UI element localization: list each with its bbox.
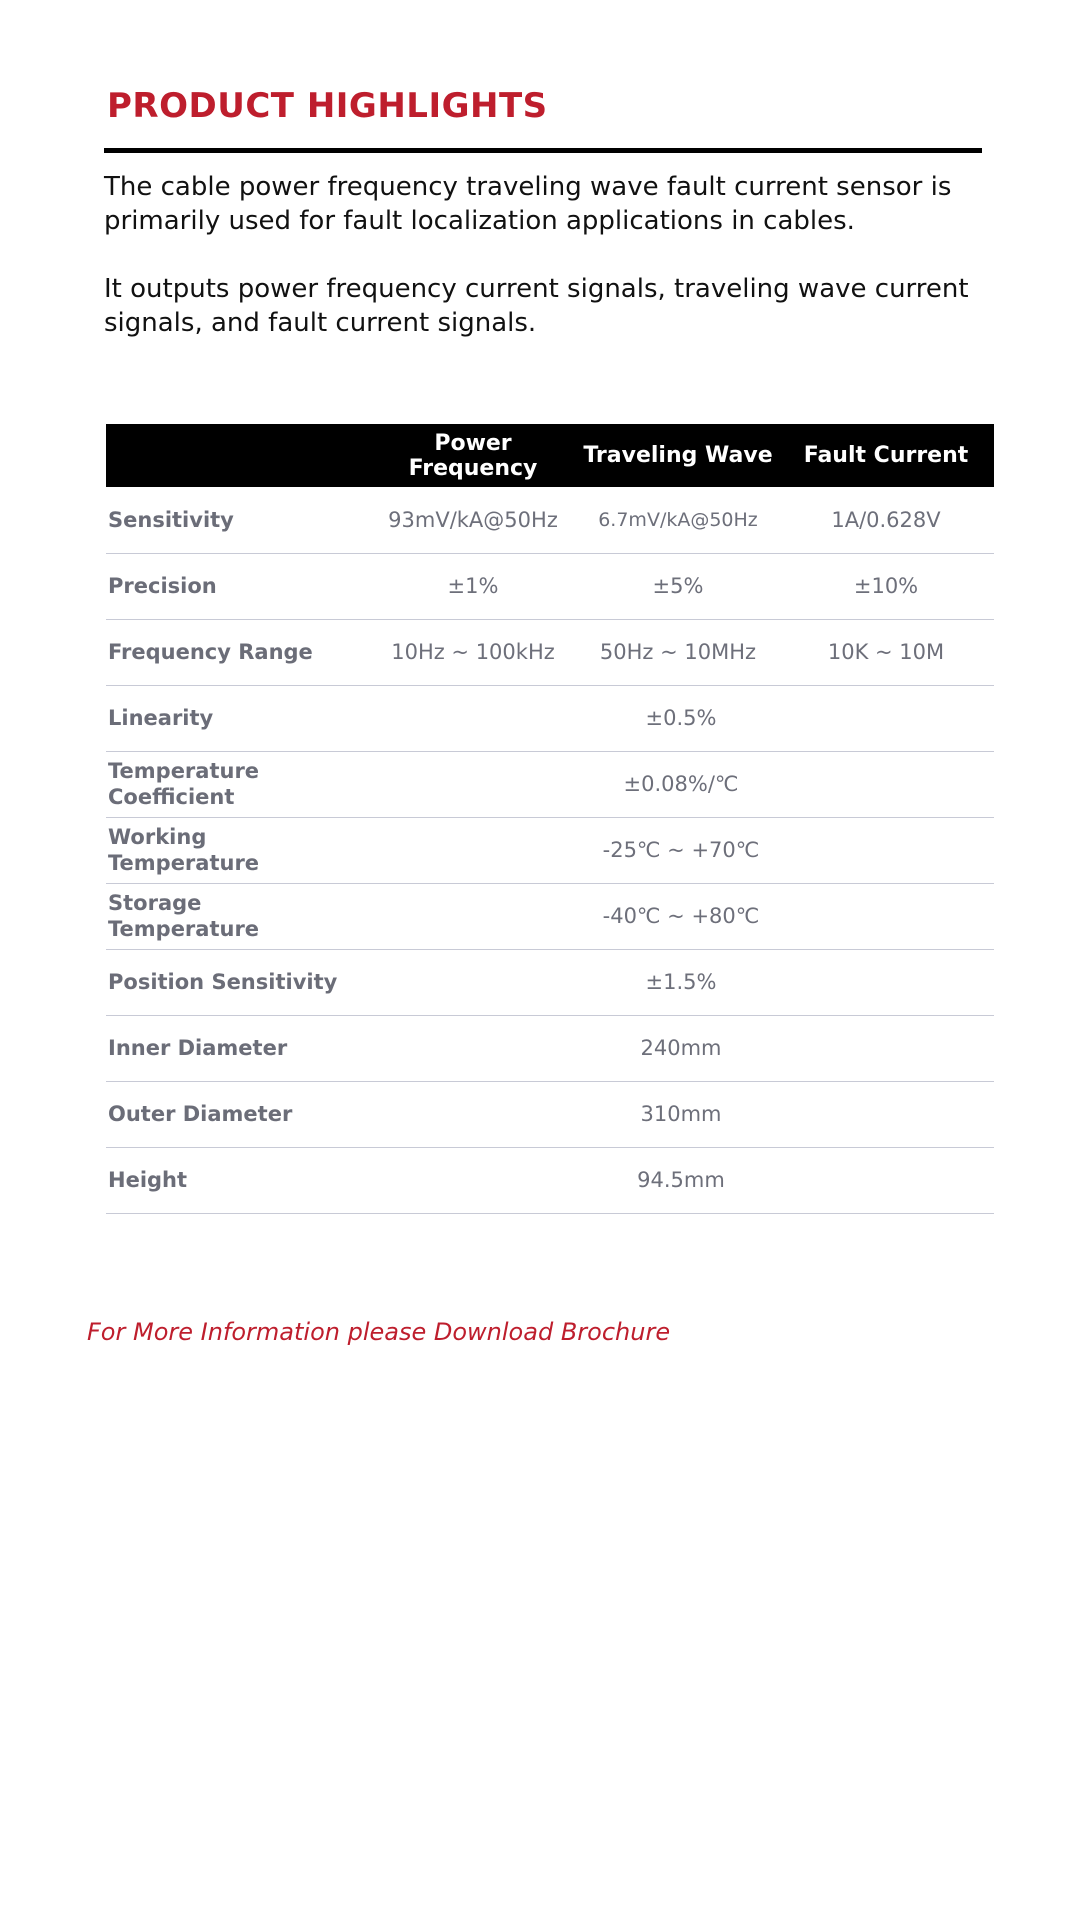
table-row xyxy=(106,1081,994,1147)
cell-value: -40℃ ~ +80℃ xyxy=(602,904,760,928)
cell-value: 50Hz ~ 10MHz xyxy=(599,640,757,664)
table-row xyxy=(106,751,994,817)
table-row xyxy=(106,1015,994,1081)
section-title: PRODUCT HIGHLIGHTS xyxy=(107,86,548,126)
table-row xyxy=(106,817,994,883)
row-label-inner-diameter: Inner Diameter xyxy=(108,1036,288,1060)
row-label-position-sensitivity: Position Sensitivity xyxy=(108,970,338,994)
header-traveling-wave: Traveling Wave xyxy=(583,443,773,468)
intro-paragraph-1: The cable power frequency traveling wave fault current sensor is primarily used for fault localization applications in cables. xyxy=(104,172,952,236)
specifications-table xyxy=(106,424,994,1214)
cell-value: ±10% xyxy=(853,574,919,598)
header-empty xyxy=(106,424,368,487)
table-row xyxy=(106,883,994,949)
header-power-frequency: Power Frequency xyxy=(408,430,538,481)
cell-value: ±5% xyxy=(652,574,704,598)
table-row xyxy=(106,685,994,751)
row-label-height: Height xyxy=(108,1168,188,1192)
cell-value: ±0.08%/℃ xyxy=(623,772,739,796)
table-header-row xyxy=(106,424,994,487)
row-label-working-temperature: Working Temperature xyxy=(108,825,260,875)
row-label-precision: Precision xyxy=(108,574,217,598)
cell-value: 93mV/kA@50Hz xyxy=(388,507,558,532)
row-label-temperature-coefficient: Temperature Coefficient xyxy=(108,759,260,809)
cell-value: ±0.5% xyxy=(645,706,717,730)
cell-value: ±1% xyxy=(447,574,499,598)
cell-value: 1A/0.628V xyxy=(831,507,941,532)
cell-value: 310mm xyxy=(640,1102,722,1126)
cell-value: -25℃ ~ +70℃ xyxy=(602,838,760,862)
cell-value: 240mm xyxy=(640,1036,722,1060)
title-divider xyxy=(104,148,982,153)
cell-value: 94.5mm xyxy=(637,1168,725,1192)
table-row xyxy=(106,553,994,619)
row-label-outer-diameter: Outer Diameter xyxy=(108,1102,293,1126)
header-fault-current: Fault Current xyxy=(803,443,969,468)
row-label-storage-temperature: Storage Temperature xyxy=(108,891,260,941)
table-row xyxy=(106,487,994,553)
row-label-sensitivity: Sensitivity xyxy=(108,507,234,532)
cell-value: ±1.5% xyxy=(645,970,717,994)
row-label-linearity: Linearity xyxy=(108,706,214,730)
download-brochure-link[interactable]: For More Information please Download Brochure xyxy=(87,1318,671,1346)
table-row xyxy=(106,949,994,1015)
intro-text xyxy=(104,170,1004,374)
cell-value: 10K ~ 10M xyxy=(827,640,945,664)
row-label-frequency-range: Frequency Range xyxy=(108,640,313,664)
intro-paragraph-2: It outputs power frequency current signals, traveling wave current signals, and fault current signals. xyxy=(104,274,969,338)
cell-value: 10Hz ~ 100kHz xyxy=(391,640,555,664)
table-row xyxy=(106,1147,994,1213)
cell-value: 6.7mV/kA@50Hz xyxy=(598,508,758,531)
table-row xyxy=(106,619,994,685)
